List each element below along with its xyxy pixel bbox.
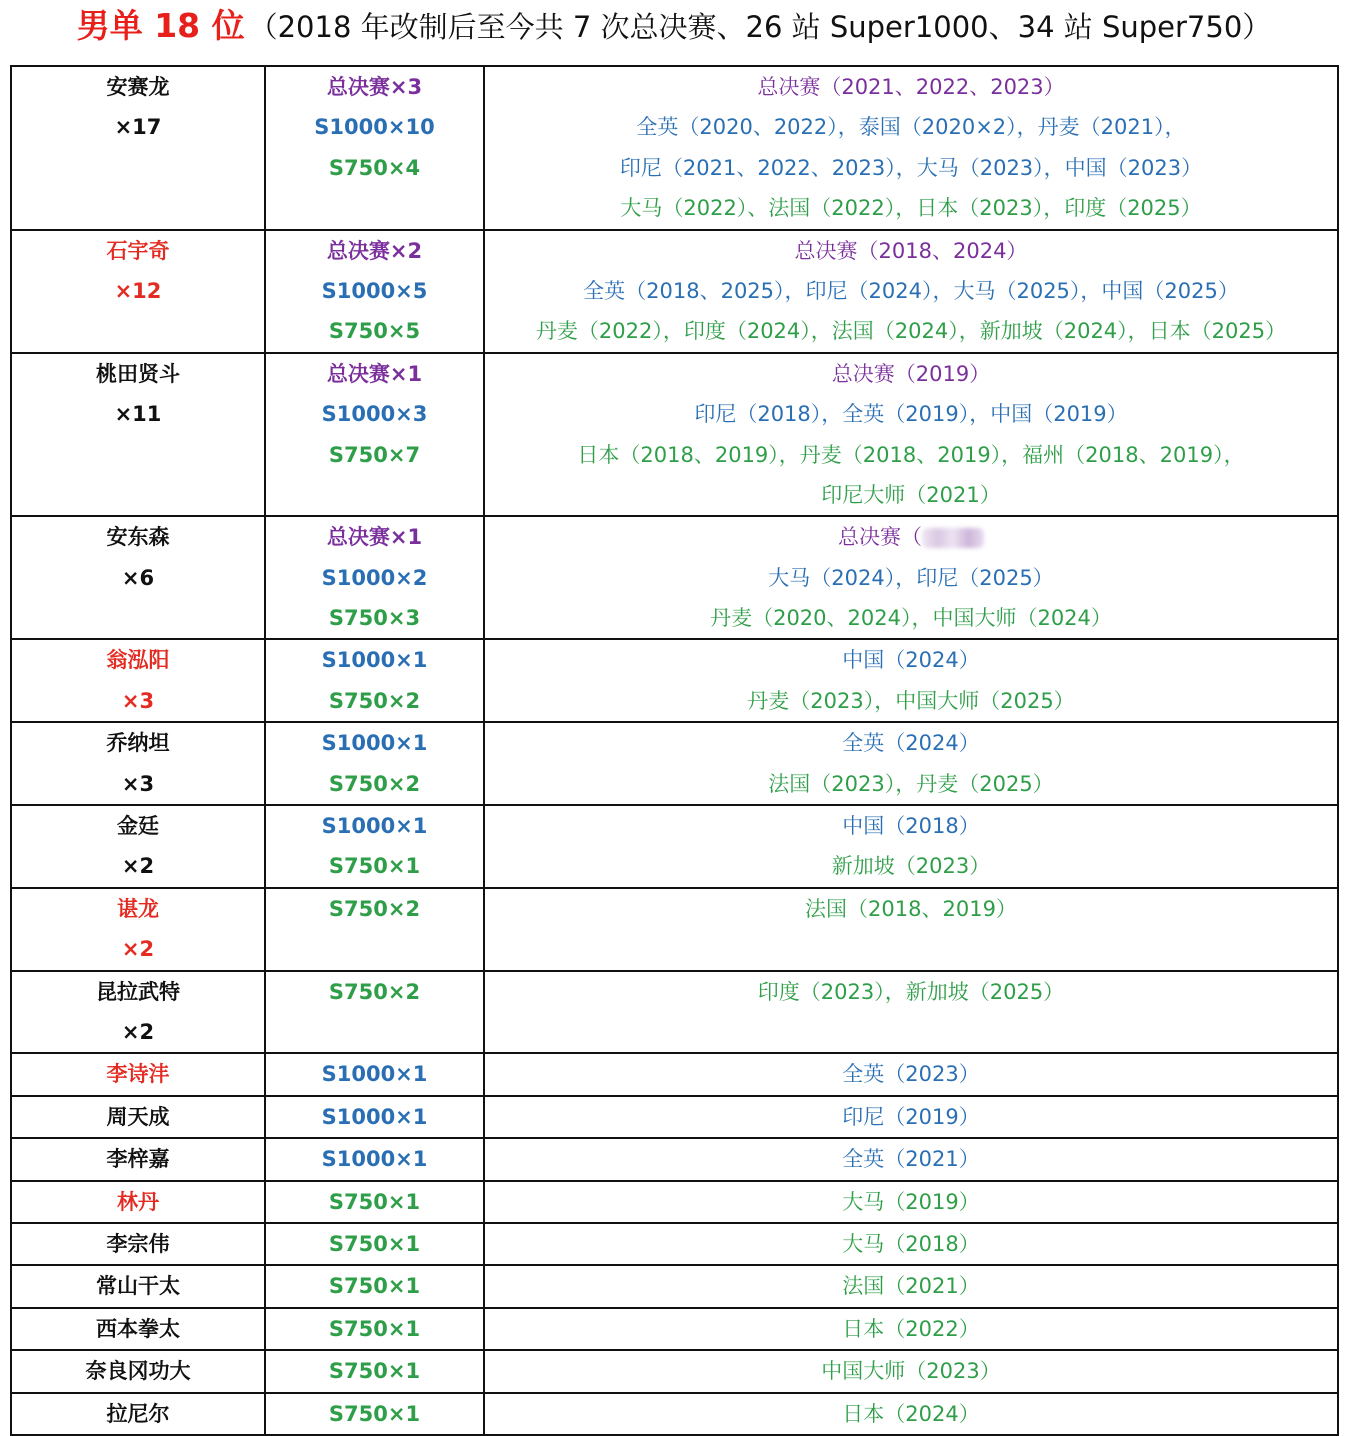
detail-text: 法国（2018、2019）: [805, 896, 1017, 921]
player-name: 周天成: [106, 1104, 170, 1129]
title-highlight: 男单 18 位: [76, 6, 245, 45]
detail-text: 法国（2021）: [842, 1274, 980, 1299]
details-cell: [484, 1053, 1338, 1095]
category-count: S1000×1: [321, 814, 428, 839]
table-row: [11, 353, 1338, 517]
detail-text: 大马（2019）: [842, 1189, 980, 1214]
details-cell: [484, 639, 1338, 722]
category-count: S750×1: [328, 1316, 421, 1341]
details-cell: [484, 1223, 1338, 1265]
category-count: S750×2: [328, 896, 421, 921]
detail-line: [485, 517, 1337, 557]
player-cell: [11, 1138, 265, 1180]
category-count: S750×1: [328, 1401, 421, 1426]
detail-line: [485, 846, 1337, 886]
detail-line: [485, 394, 1337, 434]
category-cell: [265, 66, 484, 230]
category-count: S750×2: [328, 688, 421, 713]
category-count: S1000×2: [321, 565, 428, 590]
detail-text: 丹麦（2023），中国大师（2025）: [747, 688, 1075, 713]
detail-text: 法国（2023），丹麦（2025）: [768, 771, 1054, 796]
blurred-redaction: [922, 528, 984, 548]
player-cell: [11, 1265, 265, 1307]
detail-text: 新加坡（2023）: [831, 854, 991, 879]
title-count: ×2: [121, 937, 155, 962]
player-cell: [11, 66, 265, 230]
table-row: [11, 1138, 1338, 1180]
detail-line: [485, 188, 1337, 228]
detail-line: [485, 1224, 1337, 1264]
table-row: [11, 971, 1338, 1054]
detail-line: [485, 764, 1337, 804]
category-count: S750×5: [328, 319, 421, 344]
details-cell: [484, 353, 1338, 517]
title-count: ×6: [121, 565, 155, 590]
category-count: 总决赛×3: [326, 75, 423, 99]
category-cell: [265, 353, 484, 517]
table-row: [11, 230, 1338, 353]
player-name: 拉尼尔: [106, 1401, 170, 1426]
detail-line: [485, 67, 1337, 107]
player-name: 李宗伟: [106, 1231, 170, 1256]
table-row: [11, 1393, 1338, 1435]
player-cell: [11, 230, 265, 353]
category-count: S750×1: [328, 854, 421, 879]
detail-text: 丹麦（2020、2024），中国大师（2024）: [710, 606, 1112, 631]
detail-line: [485, 271, 1337, 311]
player-name: 翁泓阳: [106, 648, 170, 673]
detail-text: 全英（2020、2022），泰国（2020×2），丹麦（2021），: [636, 115, 1186, 140]
details-cell: [484, 805, 1338, 888]
detail-line: [485, 231, 1337, 271]
title-count: ×17: [114, 115, 162, 140]
details-cell: [484, 516, 1338, 639]
category-cell: [265, 1265, 484, 1307]
detail-line: [485, 1309, 1337, 1349]
champions-table: [10, 65, 1339, 1436]
detail-text: 总决赛（: [838, 525, 922, 550]
player-cell: [11, 1350, 265, 1392]
player-name: 林丹: [117, 1189, 159, 1214]
player-name: 金廷: [117, 814, 159, 839]
category-cell: [265, 805, 484, 888]
table-row: [11, 1096, 1338, 1138]
category-count: 总决赛×2: [326, 238, 423, 263]
player-name: 安赛龙: [106, 75, 170, 99]
detail-line: [485, 806, 1337, 846]
details-cell: [484, 1096, 1338, 1138]
detail-line: [485, 681, 1337, 721]
detail-line: [485, 1266, 1337, 1306]
player-cell: [11, 353, 265, 517]
category-cell: [265, 1096, 484, 1138]
category-cell: [265, 971, 484, 1054]
player-cell: [11, 1053, 265, 1095]
detail-line: [485, 723, 1337, 763]
detail-text: 日本（2018、2019），丹麦（2018、2019），福州（2018、2019），: [577, 442, 1245, 467]
category-count: S1000×3: [321, 402, 428, 427]
title-count: ×3: [121, 771, 155, 796]
table-row: [11, 1350, 1338, 1392]
details-cell: [484, 971, 1338, 1054]
detail-text: 日本（2024）: [842, 1401, 980, 1426]
category-cell: [265, 1393, 484, 1435]
detail-text: 全英（2024）: [842, 731, 980, 756]
title-count: ×2: [121, 1019, 155, 1044]
category-cell: [265, 1308, 484, 1350]
detail-line: [485, 311, 1337, 351]
player-name: 李诗沣: [106, 1062, 170, 1087]
detail-text: 全英（2023）: [842, 1062, 980, 1087]
player-cell: [11, 1181, 265, 1223]
player-name: 李梓嘉: [106, 1147, 170, 1172]
category-cell: [265, 230, 484, 353]
detail-text: 印尼（2018），全英（2019），中国（2019）: [694, 402, 1128, 427]
table-row: [11, 1053, 1338, 1095]
detail-line: [485, 435, 1337, 475]
category-count: S1000×10: [314, 115, 435, 140]
player-name: 桃田贤斗: [96, 361, 180, 386]
category-count: 总决赛×1: [326, 525, 423, 550]
detail-text: 大马（2022）、法国（2022），日本（2023），印度（2025）: [620, 196, 1202, 221]
detail-line: [485, 640, 1337, 680]
player-cell: [11, 1223, 265, 1265]
table-row: [11, 66, 1338, 230]
details-cell: [484, 230, 1338, 353]
title-count: ×3: [121, 688, 155, 713]
detail-line: [485, 889, 1337, 929]
category-count: S1000×1: [321, 1147, 428, 1172]
player-cell: [11, 888, 265, 971]
detail-text: 大马（2024），印尼（2025）: [768, 565, 1054, 590]
detail-text: 中国大师（2023）: [821, 1359, 1001, 1384]
category-count: S750×3: [328, 606, 421, 631]
category-count: S1000×1: [321, 1104, 428, 1129]
category-count: S750×2: [328, 771, 421, 796]
detail-text: 中国（2024）: [842, 648, 980, 673]
title-count: ×11: [114, 402, 162, 427]
table-row: [11, 1181, 1338, 1223]
details-cell: [484, 1350, 1338, 1392]
details-cell: [484, 1393, 1338, 1435]
category-cell: [265, 1053, 484, 1095]
details-cell: [484, 1138, 1338, 1180]
player-name: 谌龙: [117, 896, 159, 921]
detail-text: 印尼（2021、2022、2023），大马（2023），中国（2023）: [619, 155, 1203, 180]
detail-line: [485, 598, 1337, 638]
player-cell: [11, 1096, 265, 1138]
detail-line: [485, 1182, 1337, 1222]
category-cell: [265, 1181, 484, 1223]
title-count: ×12: [114, 278, 162, 303]
category-count: S1000×5: [321, 278, 428, 303]
table-row: [11, 1308, 1338, 1350]
category-cell: [265, 639, 484, 722]
category-cell: [265, 516, 484, 639]
detail-line: [485, 1351, 1337, 1391]
page-title: [0, 4, 1348, 49]
detail-line: [485, 1054, 1337, 1094]
details-cell: [484, 1181, 1338, 1223]
category-count: S1000×1: [321, 648, 428, 673]
category-count: S1000×1: [321, 1062, 428, 1087]
player-name: 石宇奇: [106, 238, 170, 263]
table-row: [11, 516, 1338, 639]
detail-line: [485, 107, 1337, 147]
detail-line: [485, 558, 1337, 598]
details-cell: [484, 888, 1338, 971]
player-cell: [11, 1393, 265, 1435]
category-count: 总决赛×1: [326, 361, 423, 386]
player-name: 昆拉武特: [96, 979, 180, 1004]
detail-text: 印度（2023），新加坡（2025）: [757, 979, 1065, 1004]
detail-line: [485, 1394, 1337, 1434]
category-cell: [265, 888, 484, 971]
detail-text: 印尼大师（2021）: [821, 482, 1001, 507]
detail-text: 全英（2018、2025），印尼（2024），大马（2025），中国（2025）: [583, 278, 1239, 303]
detail-text: 总决赛（2018、2024）: [794, 238, 1028, 263]
table-row: [11, 1223, 1338, 1265]
category-count: S750×1: [328, 1274, 421, 1299]
detail-text: 总决赛（2019）: [831, 361, 991, 386]
category-cell: [265, 722, 484, 805]
category-count: S750×2: [328, 979, 421, 1004]
player-cell: [11, 722, 265, 805]
details-cell: [484, 1265, 1338, 1307]
player-name: 安东森: [106, 525, 170, 550]
table-row: [11, 1265, 1338, 1307]
category-cell: [265, 1350, 484, 1392]
detail-text: 日本（2022）: [842, 1316, 980, 1341]
detail-text: 总决赛（2021、2022、2023）: [757, 75, 1065, 99]
detail-line: [485, 1097, 1337, 1137]
title-subtitle: （2018 年改制后至今共 7 次总决赛、26 站 Super1000、34 站 Super750）: [248, 10, 1272, 44]
category-count: S750×1: [328, 1231, 421, 1256]
player-cell: [11, 516, 265, 639]
detail-text: 中国（2018）: [842, 814, 980, 839]
detail-text: 大马（2018）: [842, 1231, 980, 1256]
player-name: 乔纳坦: [106, 731, 170, 756]
detail-line: [485, 972, 1337, 1012]
detail-text: 全英（2021）: [842, 1147, 980, 1172]
player-name: 常山干太: [96, 1274, 180, 1299]
category-count: S750×1: [328, 1359, 421, 1384]
table-row: [11, 639, 1338, 722]
detail-text: 丹麦（2022），印度（2024），法国（2024），新加坡（2024），日本（2025）: [535, 319, 1287, 344]
details-cell: [484, 66, 1338, 230]
player-name: 奈良冈功大: [85, 1359, 191, 1384]
category-count: S1000×1: [321, 731, 428, 756]
detail-text: 印尼（2019）: [842, 1104, 980, 1129]
category-count: S750×4: [328, 155, 421, 180]
player-cell: [11, 1308, 265, 1350]
details-cell: [484, 1308, 1338, 1350]
category-count: S750×1: [328, 1189, 421, 1214]
player-cell: [11, 639, 265, 722]
detail-line: [485, 1139, 1337, 1179]
details-cell: [484, 722, 1338, 805]
category-cell: [265, 1138, 484, 1180]
player-cell: [11, 971, 265, 1054]
table-row: [11, 888, 1338, 971]
table-row: [11, 722, 1338, 805]
player-name: 西本拳太: [96, 1316, 180, 1341]
category-cell: [265, 1223, 484, 1265]
detail-line: [485, 475, 1337, 515]
category-count: S750×7: [328, 442, 421, 467]
table-row: [11, 805, 1338, 888]
player-cell: [11, 805, 265, 888]
detail-line: [485, 354, 1337, 394]
title-count: ×2: [121, 854, 155, 879]
detail-line: [485, 148, 1337, 188]
